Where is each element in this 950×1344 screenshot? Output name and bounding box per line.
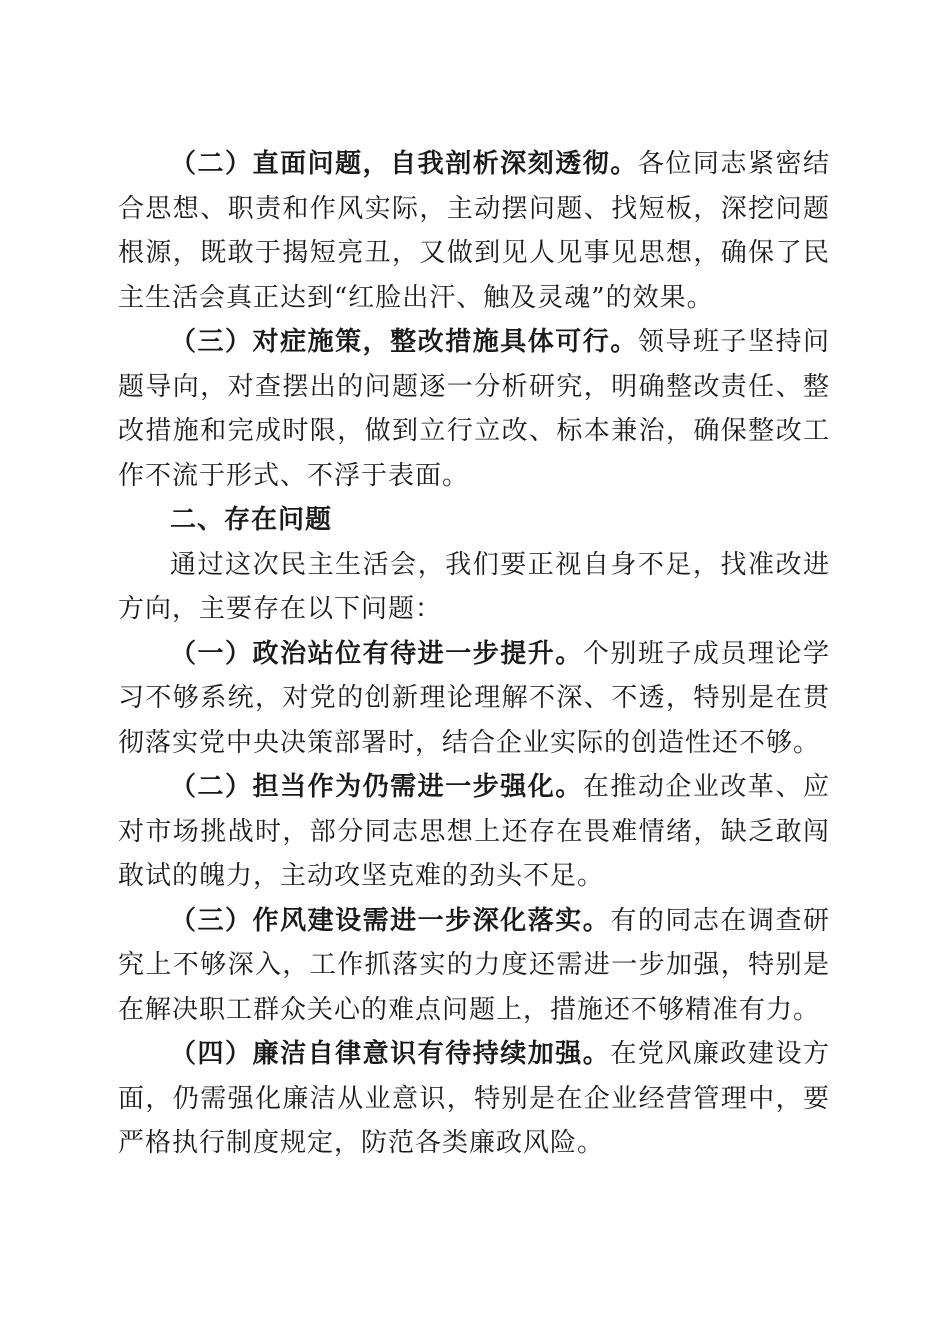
- problem-body: 在党风廉政建设方面，仍需强化廉洁从业意识，特别是在企业经营管理中，要严格执行制度规定，防范各类廉政风险。: [118, 1039, 830, 1158]
- paragraph-2: [118, 142, 830, 320]
- problem-4: [118, 1032, 830, 1166]
- document-page: [118, 142, 830, 1166]
- problem-lead: （四）廉洁自律意识有待持续加强。: [170, 1039, 611, 1069]
- problem-2: [118, 765, 830, 899]
- problem-body: 在推动企业改革、应对市场挑战时，部分同志思想上还存在畏难情绪，缺乏敢闯敢试的魄力，主动攻坚克难的劲头不足。: [118, 772, 830, 891]
- problem-lead: （一）政治站位有待进一步提升。: [170, 638, 583, 669]
- problem-body: 有的同志在调查研究上不够深入，工作抓落实的力度还需进一步加强，特别是在解决职工群众关心的难点问题上，措施还不够精准有力。: [118, 905, 830, 1025]
- section-heading: 二、存在问题: [170, 505, 333, 535]
- paragraph-3: [118, 320, 830, 498]
- problem-3: [118, 899, 830, 1033]
- paragraph-body: 领导班子坚持问题导向，对查摆出的问题逐一分析研究，明确整改责任、整改措施和完成时限，做到立行立改、标本兼治，确保整改工作不流于形式、不浮于表面。: [118, 327, 830, 491]
- paragraph-body: 各位同志紧密结合思想、职责和作风实际，主动摆问题、找短板，深挖问题根源，既敢于揭短亮丑，又做到见人见事见思想，确保了民主生活会真正达到“红脸出汗、触及灵魂”的效果。: [118, 149, 830, 313]
- intro-paragraph: 通过这次民主生活会，我们要正视自身不足，找准改进方向，主要存在以下问题：: [118, 549, 830, 624]
- problem-lead: （三）作风建设需进一步深化落实。: [170, 905, 611, 936]
- paragraph-lead: （二）直面问题，自我剖析深刻透彻。: [170, 149, 638, 179]
- problem-body: 个别班子成员理论学习不够系统，对党的创新理论理解不深、不透，特别是在贯彻落实党中央决策部署时，结合企业实际的创造性还不够。: [118, 638, 830, 758]
- paragraph-lead: （三）对症施策，整改措施具体可行。: [170, 327, 638, 357]
- problem-lead: （二）担当作为仍需进一步强化。: [170, 772, 583, 802]
- problem-1: [118, 632, 830, 766]
